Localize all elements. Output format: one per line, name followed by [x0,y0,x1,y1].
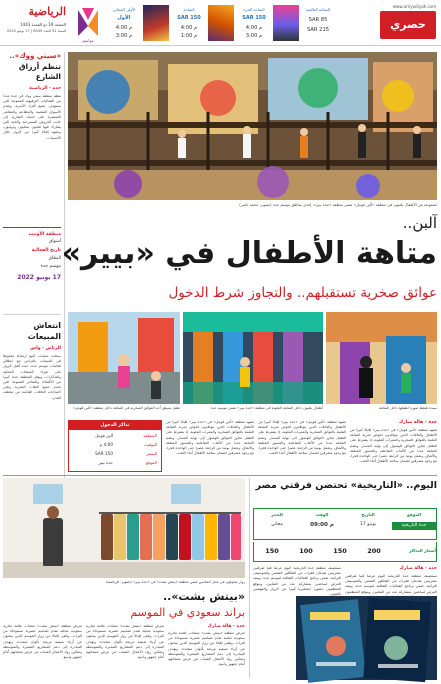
beach-bisht-byline: جدة - هالة مبارك [207,624,245,629]
header-ad-2-title: الساحة [183,7,195,12]
today-price-4: 150 [265,547,279,555]
shirt-9 [205,514,217,560]
shirt-8 [192,514,204,560]
sidebar-left-title: تنظم أرزاق الشارع [18,62,61,81]
main-story-body-2: تشهد منطقة «آلين فوتيل» في «جدة بيير» إقبالا كبيرا من الأطفال والعائلات الذين يتوافدون لخوض تجربة المتاهة المليئة بالعوائق الصخرية والممرات الملونة، إذ يشترط على الطفل تجاوز العوائق للوصول إلى نهاية المسار. وتضم المتاهة عددا من الألعاب التفاعلية والجسور المعلقة والأنفاق، وتعمل يوميا من الرابعة عصرا حتى الواحدة فجرا، مع وجود مشرفين لضمان سلامة الأطفال أثناء اللعب. [258,420,346,456]
main-story-body-3: تشهد منطقة «آلين فوتيل» في «جدة بيير» إقبالا كبيرا من الأطفال والعائلات الذين يتوافدون لخوض تجربة المتاهة المليئة بالعوائق الصخرية والممرات الملونة، إذ يشترط على الطفل تجاوز العوائق للوصول إلى نهاية المسار. وتضم المتاهة عددا من الألعاب التفاعلية والجسور المعلقة والأنفاق، وتعمل يوميا من الرابعة عصرا حتى الواحدة فجرا، مع وجود مشرفين لضمان سلامة الأطفال أثناء اللعب. [166,420,254,456]
playground-illustration [68,52,437,200]
visitor-head [47,506,59,519]
headline: متاهة الأطفال في «بيير» [61,236,437,271]
beach-bisht-body-3: تعرض منطقة «بيتش بشت» منتجات علامة تجارية سعودية محلية تقدم تصاميم عصرية مستوحاة من التراث، وتلقى إقبالا من زوار الموسم الذين يبحثون عن أزياء صيفية مريحة بألوان متعددة، وتهدف المبادرة إلى دعم المشاريع الصغيرة والمتوسطة وتمكين رواد الأعمال الشباب من عرض منتجاتهم أمام جمهور واسع. [3,624,82,660]
sidebar-date-label: تاريخ الفعالية [31,248,61,253]
today-info-3-val: 09:00 م [310,522,334,528]
today-body-1: تستضيف منطقة جدة التاريخية اليوم عرضا فنيا لفرقتين مصريتين تقدمان فقرات من الفلكلور الشعبي والموسيقى التراثية، ضمن برنامج الفعاليات الثقافية لموسم جدة، ويمتد العرض لساعتين بمشاركة عدد من الفنانين، ويتوقع المنظمون [345,574,437,594]
sidebar-date-value: 17 يونيو 2022 [17,274,61,281]
shirt-11 [231,514,241,560]
mid-photo-1 [68,312,180,404]
header-ad-3-title: الساحة الحرة [243,7,265,12]
shirt-7 [179,514,191,560]
main-story-byline: جدة - هالة مبارك [398,420,437,425]
sidebar-left-kicker: «سيتي ووك».. [9,52,61,60]
header-ad-2-line3: 1:00 م [180,33,198,39]
header-ad-2-line2: 4:00 م [180,25,198,31]
header-ad-4-line2: SAR 215 [306,27,330,33]
ticket-row-1-key: المنطقة [143,433,157,438]
subhead: عوائق صخرية تستقبلهم.. والتجاوز شرط الدخول [168,285,437,301]
header-ad-1-line2: 4:00 م [115,25,133,31]
today-title: اليوم.. «التاريخية» تحتضن فرقتي مصر [255,480,437,491]
beach-bisht-kicker: «بيتش بشت».. [162,590,245,603]
sidebar-left-body: تنظم منطقة سيتي ووك في جدة عددا من الفعاليات الترفيهية المتنوعة التي تستهدف جميع أفراد الأسرة، وتقدم الأسواق الشعبية والمطاعم والمقاهي المنتشرة على امتداد الشارع، إلى جانب العروض المسرحية والحية التي يشارك فيها فنانون محليون ودوليون، وتشهد إقبالا كبيرا من الزوار خلال الأمسيات. [3,94,61,140]
mid-photo-3-illustration [326,312,437,404]
today-info-box [253,508,437,540]
header-ad-2-thumb [208,5,234,41]
mid-caption-3: سيدة تلتقط صورة لطفلها داخل المتاهة [378,406,437,410]
header-ad-4-title: الساحة العالمية [305,7,331,12]
today-prices-label: أسعار التذاكر [409,548,436,553]
header-ad-3-line3: 3:00 م [245,33,263,39]
masthead-logo-block [4,3,66,41]
ticket-row-4-val: جدة بيير [98,460,113,465]
shop-sign-right [171,484,201,504]
sidebar-info-label: منطقة الأوتيت [28,232,61,237]
header-ad-4[interactable] [300,5,336,41]
shirt-3 [127,514,139,560]
masthead-logo: الرياضية [28,5,66,18]
today-prices [253,542,437,562]
masthead-meta: السنة 52 العدد 8049 | 17 يونيو 2022 [6,29,66,33]
today-byline: جدة - هالة مبارك [399,566,437,571]
column-divider [64,52,65,512]
header-ad-3-thumb [273,5,299,41]
today-price-3: 100 [299,547,313,555]
brand-logo-icon [76,6,100,40]
header-ad-2-line1: SAR 150 [177,15,201,21]
sidebar-left2-title: انتعاش المبيعات [27,321,61,341]
masthead-date: الجمعة 19 ذو القعدة 1443 [20,22,66,27]
mid-photo-3 [326,312,437,404]
header-ad-4-line1: SAR 85 [308,17,328,23]
headline-kicker: آلبن.. [402,214,437,232]
sidebar-left2-body: سجلت منصات البيع ارتفاعا ملحوظا في المبيعات بالتزامن مع انطلاق فعاليات موسم جدة، حيث أقبل الزوار على شراء المنتجات المحلية والتذكارات، وتوفر المنطقة عددا كبيرا من الأكشاك والمتاجر المتنوعة التي تخدم جميع الفئات العمرية وتلبي احتياجات العائلات القادمة من مختلف المدن. [3,354,61,400]
beach-bisht-caption: زوار يتجولون في محل الملابس ضمن منطقة «بيتش بشت» في «جدة بيير» (تصوير: الرياضية) [105,580,245,584]
header-ad-1-line3: 3:00 م [115,33,133,39]
top-photo [68,52,437,200]
today-body-2: تستضيف منطقة جدة التاريخية اليوم عرضا فنيا لفرقتين مصريتين تقدمان فقرات من الفلكلور الشعبي والموسيقى التراثية، ضمن برنامج الفعاليات الثقافية لموسم جدة، ويمتد العرض لساعتين بمشاركة عدد من الفنانين، ويتوقع المنظمون حضورا جماهيريا كبيرا من الزوار والمهتمين بالفنون. [253,566,341,597]
header-ad-3[interactable] [236,5,272,41]
ticket-row-1-val: آلين فوتيل [95,433,113,438]
sidebar-divider [3,314,61,315]
mid-photo-2 [183,312,323,404]
today-info-2-val: 17 يونيو [359,522,376,527]
ticket-row-3-key: السعر [146,451,157,456]
shirt-10 [218,514,230,560]
header-ad-1[interactable] [106,5,142,41]
masthead [0,0,441,46]
ticket-row-2-val: 4:00 م [99,442,113,447]
shirt-2 [114,514,126,560]
beach-bisht-photo [3,478,245,578]
sidebar-left [3,52,61,512]
ticket-row-2-key: التوقيت [143,442,157,447]
brand-label: مواسم [82,38,94,43]
shop-sign-left [33,484,63,504]
shop-floor [3,562,245,578]
header-ad-2[interactable] [171,5,207,41]
bottom-column-divider [249,478,250,678]
today-price-1: 200 [367,547,381,555]
ticket-row-4-key: الموقع [145,460,157,465]
exclusive-badge-text: حصري [390,18,426,31]
today-poster-illustration [296,596,437,680]
beach-bisht-body-2: تعرض منطقة «بيتش بشت» منتجات علامة تجارية سعودية محلية تقدم تصاميم عصرية مستوحاة من التراث، وتلقى إقبالا من زوار الموسم الذين يبحثون عن أزياء صيفية مريحة بألوان متعددة، وتهدف المبادرة إلى دعم المشاريع الصغيرة والمتوسطة وتمكين رواد الأعمال الشباب من عرض منتجاتهم أمام جمهور واسع. [86,624,164,660]
mid-photo-1-illustration [68,312,180,404]
exclusive-badge [380,11,436,39]
sidebar-info-value: أسواق [48,239,61,244]
sidebar-fest-value: موسم جدة [40,264,61,269]
shirt-1 [101,514,113,560]
sidebar-left-info [3,227,61,305]
top-photo-caption: مجموعة من الأطفال يلعبون في منطقة «آلين فوتيل» ضمن منطقة «جدة بيير»، إحدى مناطق موسم جدة (تصوير: محمد ناصر) [239,202,437,207]
today-info-1-key: الموقع [406,512,422,517]
mid-caption-1: طفل يتسلق أحد العوائق الصخرية في المتاهة داخل منطقة «آلين فوتيل» [72,406,180,410]
today-info-1-val: جدة التاريخية [392,522,436,530]
masthead-site[interactable]: www.arriyadiyah.com [392,4,436,9]
today-poster [296,596,437,680]
today-info-4-val: مجاني [271,522,283,527]
header-ad-1-line1: الأول [117,15,131,21]
shirt-4 [140,514,152,560]
mid-photo-2-illustration [183,312,323,404]
sidebar-left2-byline: الرياض - واس [29,346,61,351]
header-ad-3-line1: SAR 150 [242,15,266,21]
header-ad-3-line2: 4:00 م [245,25,263,31]
beach-bisht-body-1: تعرض منطقة «بيتش بشت» منتجات علامة تجارية سعودية محلية تقدم تصاميم عصرية مستوحاة من التراث، وتلقى إقبالا من زوار الموسم الذين يبحثون عن أزياء صيفية مريحة بألوان متعددة، وتهدف المبادرة إلى دعم المشاريع الصغيرة والمتوسطة وتمكين رواد الأعمال الشباب من عرض منتجاتهم أمام جمهور واسع. [168,631,245,667]
visitor-figure [43,518,63,566]
today-price-2: 150 [333,547,347,555]
header-ad-1-title: الأولى المجاني [112,7,136,12]
mid-caption-2: أطفال يلعبون داخل المتاهة الملونة في منطقة «جدة بيير» ضمن موسم جدة [210,406,323,410]
shirt-5 [153,514,165,560]
main-story-body-1: تشهد منطقة «آلين فوتيل» في «جدة بيير» إقبالا كبيرا من الأطفال والعائلات الذين يتوافدون لخوض تجربة المتاهة المليئة بالعوائق الصخرية والممرات الملونة، إذ يشترط على الطفل تجاوز العوائق للوصول إلى نهاية المسار. وتضم المتاهة عددا من الألعاب التفاعلية والجسور المعلقة والأنفاق، وتعمل يوميا من الرابعة عصرا حتى الواحدة فجرا، مع وجود مشرفين لضمان سلامة الأطفال أثناء اللعب. [350,428,437,464]
today-info-3-key: الوقت [315,512,329,517]
today-info-2-key: التاريخ [361,512,375,517]
ticket-box-label: تذاكر الدخول [69,421,161,430]
header-ad-1-thumb [143,5,169,41]
ticket-row-3-val: SAR 150 [95,451,113,456]
today-info-4-key: الحجز [271,512,283,517]
ticket-box [68,420,162,472]
section-divider [3,475,437,476]
shirt-6 [166,514,178,560]
beach-bisht-headline: براند سعودي في الموسم [130,606,245,619]
sidebar-left-byline: جدة - الرياضية [29,86,61,91]
sidebar-fest-label: النطاق [48,256,61,261]
